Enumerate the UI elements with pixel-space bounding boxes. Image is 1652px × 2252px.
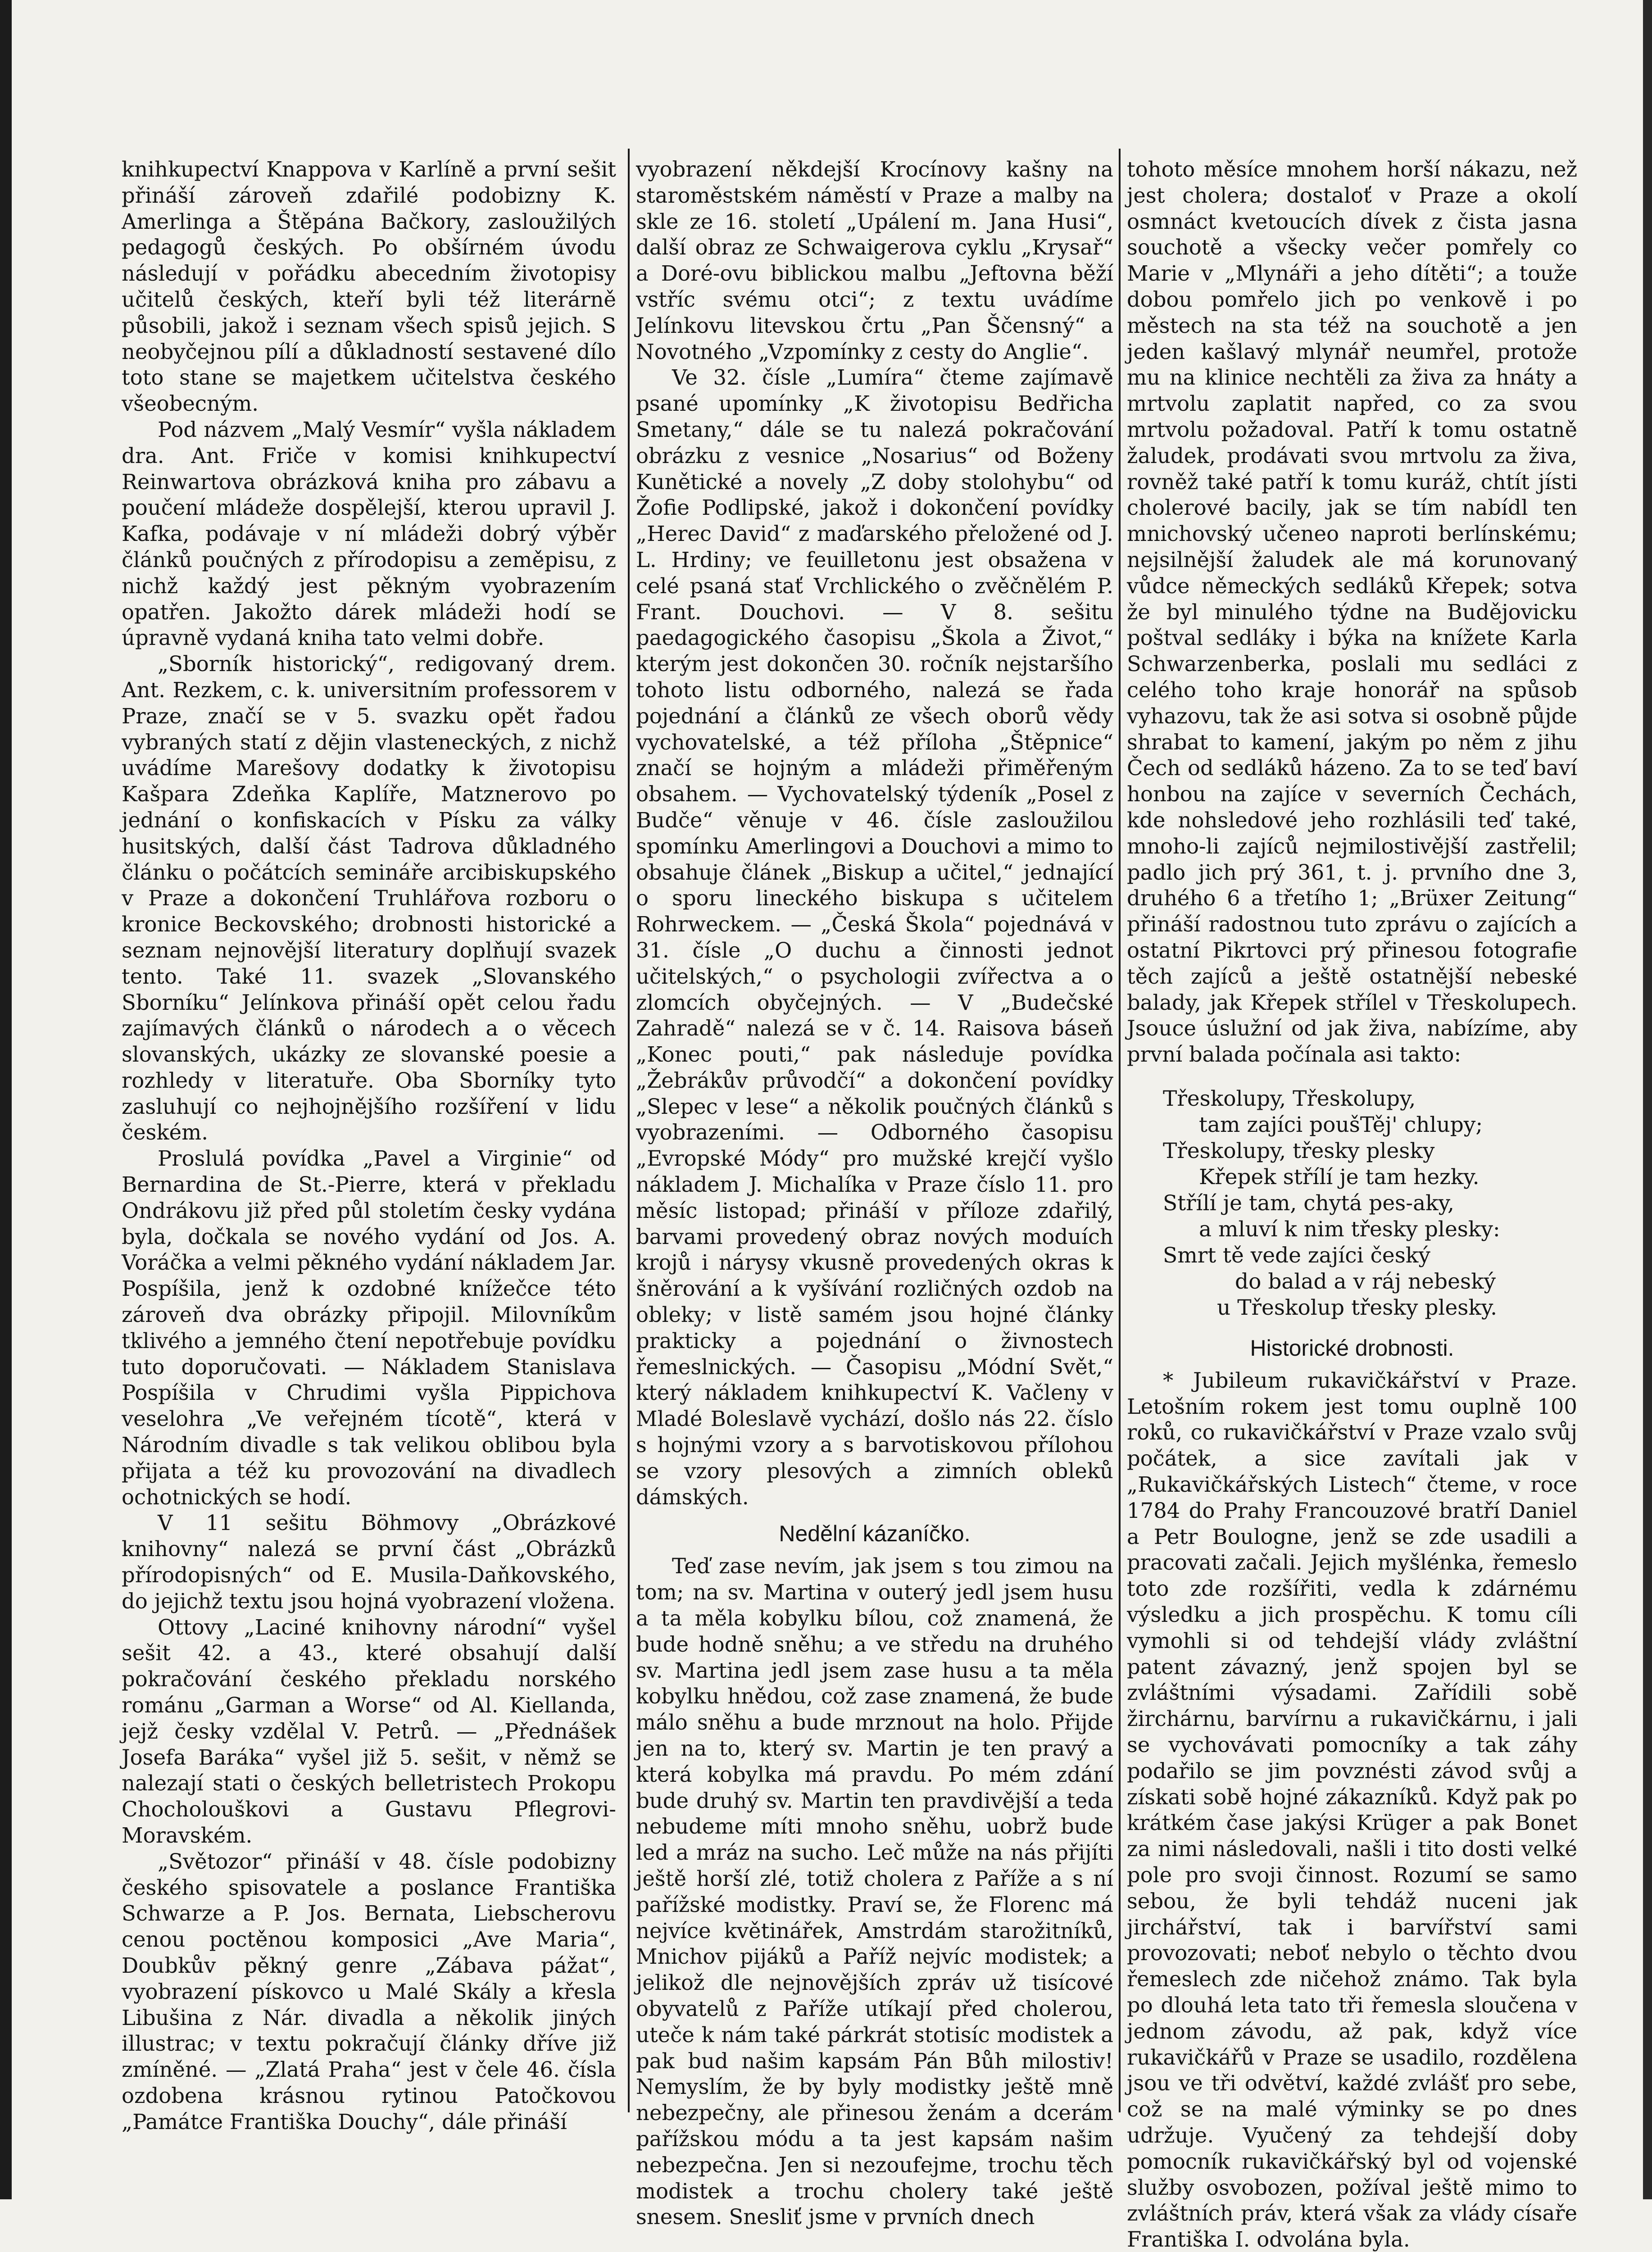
poem-treskolupy bbox=[1127, 1086, 1577, 1321]
poem-line: Smrt tě vede zajíci český bbox=[1163, 1243, 1430, 1268]
paragraph-kazanicko: Teď zase nevím, jak jsem s tou zimou na tom; na sv. Martina v outerý jedl jsem husu a ta měla kobylku bílou, což znamená, že bude hodně sněhu; a ve středu na druhého sv. Martina jedl jsem zase husu a ta měla kobylku hnědou, což zase znamená, že bude málo sněhu a bude mrznout na holo. Přijde jen na to, který sv. Martin je ten pravý a která kobylka má pravdu. Po mém zdání bude druhý sv. Martin ten pravdivější a teda nebudeme míti mnoho sněhu, uobrž bude led a mráz na sucho. Leč může na nás přijíti ještě horší zlé, totiž cholera z Paříže a s ní pařížské modistky. Praví se, že Florenc má nejvíce květinářek, Amstrdám starožitníků, Mnichov pijáků a Paříž nejvíc modistek; a jelikož dle nejnovějších zpráv už tisícové obyvatelů z Paříže utíkají před cholerou, uteče k nám také párkrát stotisíc modistek a pak bud našim kapsám Pán Bůh milostiv! Nemyslím, že by byly modistky ještě mně nebezpečny, ale přinesou ženám a dcerám pařížskou módu a ta jest kapsám našim nebezpečna. Jen si nezoufejme, trochu těch modistek a trochu cholery také ještě snesem. Snesliť jsme v prvních dnech bbox=[636, 1554, 1113, 2229]
paragraph-sbornik-historicky: „Sborník historický“, redigovaný drem. Ant. Rezkem, c. k. universitním professorem v Praze, značí se v 5. svazku opět řadou vybraných statí z dějin vlasteneckých, z nichž uvádíme Marešovy dodatky k životopisu Kašpara Zdeňka Kaplíře, Matznerovo po jednání o konfiskacích v Písku za války husitských, další část Tadrova důkladného článku o počátcích semináře arcibiskupského v Praze a dokončení Truhlářova rozboru o kronice Beckovského; drobnosti historické a seznam nejnovější literatury doplňují svazek tento. Také 11. svazek „Slovanského Sborníku“ Jelínkova přináší opět celou řadu zajímavých článků o národech a o věcech slovanských, ukázky ze slovanské poesie a rozhledy v literatuře. Oba Sborníky tyto zasluhují co nejhojnějšího rozšíření v lidu českém. bbox=[122, 652, 616, 1145]
paragraph-svetozor: „Světozor“ přináší v 48. čísle podobizny českého spisovatele a poslance Františka Schwarze a P. Jos. Bernata, Liebscherovu cenou poctěnou komposici „Ave Maria“, Doubkův pěkný genre „Zábava pážat“, vyobrazení pískovco u Malé Skály a křesla Libušina z Nár. divadla a několik jiných illustrac; v textu pokračují články dříve již zmíněné. — „Zlatá Praha“ jest v čele 46. čísla ozdobena krásnou rytinou Patočkovou „Památce Františka Douchy“, dále přináší bbox=[122, 1849, 616, 2134]
poem-line: Třeskolupy, Třeskolupy, bbox=[1163, 1086, 1416, 1111]
newspaper-page bbox=[122, 157, 1577, 2252]
paragraph-knappova: knihkupectví Knappova v Karlíně a první sešit přináší zároveň zdařilé podobizny K. Amerlinga a Štěpána Bačkory, zasloužilých pedagogů českých. Po obšírném úvodu následují v pořádku abecedním životopisy učitelů českých, kteří byli též literárně působili, jakož i seznam všech spisů jejich. S neobyčejnou pílí a důkladností sestavené dílo toto stane se majetkem učitelstva českého všeobecným. bbox=[122, 157, 616, 416]
paragraph-lumir: Ve 32. čísle „Lumíra“ čteme zajímavě psané upomínky „K životopisu Bedřicha Smetany,“ dále se tu nalezá pokračování obrázku z vesnice „Nosarius“ od Boženy Kunětické a novely „Z doby stolohybu“ od Žofie Podlipské, jakož i dokončení povídky „Herec David“ z maďarského přeložené od J. L. Hrdiny; ve feuilletonu jest obsažena v celé psaná stať Vrchlického o zvěčnělém P. Frant. Douchovi. — V 8. sešitu paedagogického časopisu „Škola a Život,“ kterým jest dokončen 30. ročník nejstaršího tohoto listu odborného, nalezá se řada pojednání a článků ze všech oborů vědy vychovatelské, a též příloha „Štěpnice“ značí se hojným a mládeži přiměřeným obsahem. — Vychovatelský týdeník „Posel z Budče“ věnuje v 46. čísle zasloužilou spomínku Amerlingovi a Douchovi a mimo to obsahuje článek „Biskup a učitel,“ jednající o sporu lineckého biskupa s učitelem Rohrweckem. — „Česká Škola“ pojednává v 31. čísle „O duchu a činnosti jednot učitelských,“ o psychologii zvířectva a o zlomcích obyčejných. — V „Budečské Zahradě“ nalezá se v č. 14. Raisova báseň „Konec pouti,“ pak následuje povídka „Žebrákův průvodčí“ a dokončení povídky „Slepec v lese“ a několik poučných článků s vyobrazeními. — Odborného časopisu „Evropské Módy“ pro mužské krejčí vyšlo nákladem J. Michalíka v Praze číslo 11. pro měsíc listopad; přináší v příloze zdařilý, barvami provedený obraz nových moduích krojů i nárysy vkusně provedených okras k šněrování a k vyšívání rozličných ozdob na obleky; v listě samém jsou hojné články prakticky a pojednání o živnostech řemeslnických. — Časopisu „Módní Svět,“ který nákladem knihkupectví K. Vačleny v Mladé Boleslavě vychází, došlo nás 22. číslo s hojnými vzory a s barvotiskovou přílohou se vzory plesových a zimních obleků dámských. bbox=[636, 365, 1113, 1509]
scan-edge-left bbox=[0, 0, 12, 2199]
column-1 bbox=[122, 157, 616, 2134]
paragraph-krocinova-kasna: vyobrazení někdejší Krocínovy kašny na staroměstském náměstí v Praze a malby na skle ze 16. století „Upálení m. Jana Husi“, další obraz ze Schwaigerova cyklu „Krysař“ a Doré-ovu biblickou malbu „Jeftovna běží vstříc svému otci“; z textu uvádíme Jelínkovu litevskou črtu „Pan Ščensný“ a Novotného „Vzpomínky z cesty do Anglie“. bbox=[636, 157, 1113, 364]
paragraph-jubileum: * Jubileum rukavičkářství v Praze. Letošním rokem jest tomu ouplně 100 roků, co rukavičkářství v Praze vzalo svůj počátek, a sice zavítali jak v „Rukavičkářských Listech“ čteme, v roce 1784 do Prahy Francouzové bratří Daniel a Petr Boulogne, jenž se zde usadili a pracovati začali. Jejich myšlénka, řemeslo toto zde rozšířiti, vedla k zdárnému výsledku a jich prospěchu. K tomu cíli vymohli si od tehdejší vlády zvláštní patent závazný, jenž spojen byl se zvláštními výsadami. Zařídili sobě žirchárnu, barvírnu a rukavičkárnu, i jali se vychovávati pomocníky a tak záhy podařilo se jim povznésti závod svůj a získati sobě hojné zákazníků. Když pak po krátkém čase jakýsi Krüger a pak Bonet za nimi následovali, našli i tito dosti velké pole pro svoji činnost. Rozumí se samo sebou, že byli tehdáž nuceni jak jirchářství, tak i barvířství sami provozovati; neboť nebylo o těchto dvou řemeslech zde ničehož známo. Tak byla po dlouhá leta tato tři řemesla sloučena v jednom závodu, až pak, když více rukavičkářů v Praze se usadilo, rozdělena jsou ve tři odvětví, každé zvlášť pro sebe, což se na malé výminky se po dnes udržuje. Vyučený za tehdejší doby pomocník rukavičkářský byl od vojenské služby osvobozen, požíval ještě mimo to zvláštních práv, která však za vlády císaře Františka I. odvolána byla. bbox=[1127, 1368, 1577, 2252]
scan-edge-right bbox=[1643, 0, 1652, 2199]
paragraph-obrazkova-knihovna: V 11 sešitu Böhmovy „Obrázkové knihovny“ nalezá se první část „Obrázků přírodopisných“ od E. Musila-Daňkovského, do jejichž textu jsou hojná vyobrazení vložena. bbox=[122, 1511, 616, 1613]
poem-line: Střílí je tam, chytá pes-aky, bbox=[1163, 1190, 1454, 1216]
heading-historicke-drobnosti: Historické drobnosti. bbox=[1250, 1335, 1454, 1361]
poem-line: tam zajíci poušTěj' chlupy; bbox=[1199, 1112, 1483, 1137]
paragraph-pavel-a-virginie: Proslulá povídka „Pavel a Virginie“ od Bernardina de St.-Pierre, která v překladu Ondrákovu již před půl stoletím česky vydána byla, dočkala se nového vydání od Jos. A. Voráčka a velmi pěkného vydání nákladem Jar. Pospíšila, jenž k ozdobné knížečce této zároveň dva obrázky připojil. Milovníkům tklivého a jemného čtení nepotřebuje povídku tuto doporučovati. — Nákladem Stanislava Pospíšila v Chrudimi vyšla Pippichova veselohra „Ve veřejném tícotě“, která v Národním divadle s tak velikou oblibou byla přijata a též ku provozování na divadlech ochotnických se hodí. bbox=[122, 1146, 616, 1509]
poem-line: Křepek střílí je tam hezky. bbox=[1199, 1164, 1480, 1190]
paragraph-laciny-knihovny: Ottovy „Laciné knihovny národní“ vyšel sešit 42. a 43., které obsahují další pokračování českého překladu norského románu „Garman a Worse“ od Al. Kiellanda, jejž česky vzdělal V. Petrů. — „Přednášek Josefa Baráka“ vyšel již 5. sešit, v němž se nalezají stati o českých belletristech Prokopu Chocholouškovi a Gustavu Pflegrovi-Moravském. bbox=[122, 1615, 616, 1848]
poem-line: do balad a v ráj nebeský bbox=[1235, 1269, 1496, 1294]
paragraph-nakaza: tohoto měsíce mnohem horší nákazu, než jest cholera; dostaloť v Praze a okolí osmnáct kvetoucích dívek z čista jasna souchotě a všecky večer pomřely co Marie v „Mlynáři a jeho dítěti“; a touže dobou pomřelo jich po venkově i po městech na sta též na souchotě a jen jeden kašlavý mlynář neumřel, protože mu na klinice nechtěli za živa za hnáty a mrtvolu zaplatit napřed, co za svou mrtvolu požadoval. Patří k tomu ostatně žaludek, prodávati svou mrtvolu za živa, rovněž také patří k tomu kuráž, chtít jísti cholerové bacily, jak se tím nabídl ten mnichovský učeneo naproti berlínskému; nejsilnější žaludek ale má korunovaný vůdce německých sedláků Křepek; sotva že byl minulého týdne na Budějovicku poštval sedláky i býka na knížete Karla Schwarzenberka, poslali mu sedláci z celého toho kraje honorář na spůsob vyhazovu, tak že asi sotva si osobně půjde shrabat to kamení, jakým po něm z jihu Čech od sedláků házeno. Za to se teď baví honbou na zajíce v severních Čechách, kde nohsledové jeho rozhlásili teď také, mnoho-li zajíců nejmilostivější zastřelil; padlo jich prý 361, t. j. prvního dne 3, druhého 6 a třetího 1; „Brüxer Zeitung“ přináší radostnou tuto zprávu o zajících a ostatní Pikrtovci prý přinesou fotografie těch zajíců a ještě ostatnější nebeské balady, jak Křepek střílel v Třeskolupech. Jsouce úslužní od jak živa, nabízíme, aby první balada počínala asi takto: bbox=[1127, 157, 1577, 1067]
poem-line: Třeskolupy, třesky plesky bbox=[1163, 1138, 1435, 1163]
paragraph-maly-vesmir: Pod názvem „Malý Vesmír“ vyšla nákladem dra. Ant. Friče v komisi knihkupectví Reinwartova obrázková kniha pro zábavu a poučení mládeže dospělejší, kterou upravil J. Kafka, podávaje v ní mládeži dobrý výběr článků poučných z přírodopisu a zeměpisu, z nichž každý jest pěkným vyobrazením opatřen. Jakožto dárek mládeži hodí se úpravně vydaná kniha tato velmi dobře. bbox=[122, 417, 616, 650]
column-3 bbox=[1127, 157, 1577, 2252]
column-2 bbox=[636, 157, 1113, 2229]
poem-line: u Třeskolup třesky plesky. bbox=[1217, 1295, 1498, 1320]
poem-line: a mluví k nim třesky plesky: bbox=[1199, 1217, 1500, 1242]
heading-nedelni-kazanicko: Nedělní kázaníčko. bbox=[779, 1521, 971, 1547]
